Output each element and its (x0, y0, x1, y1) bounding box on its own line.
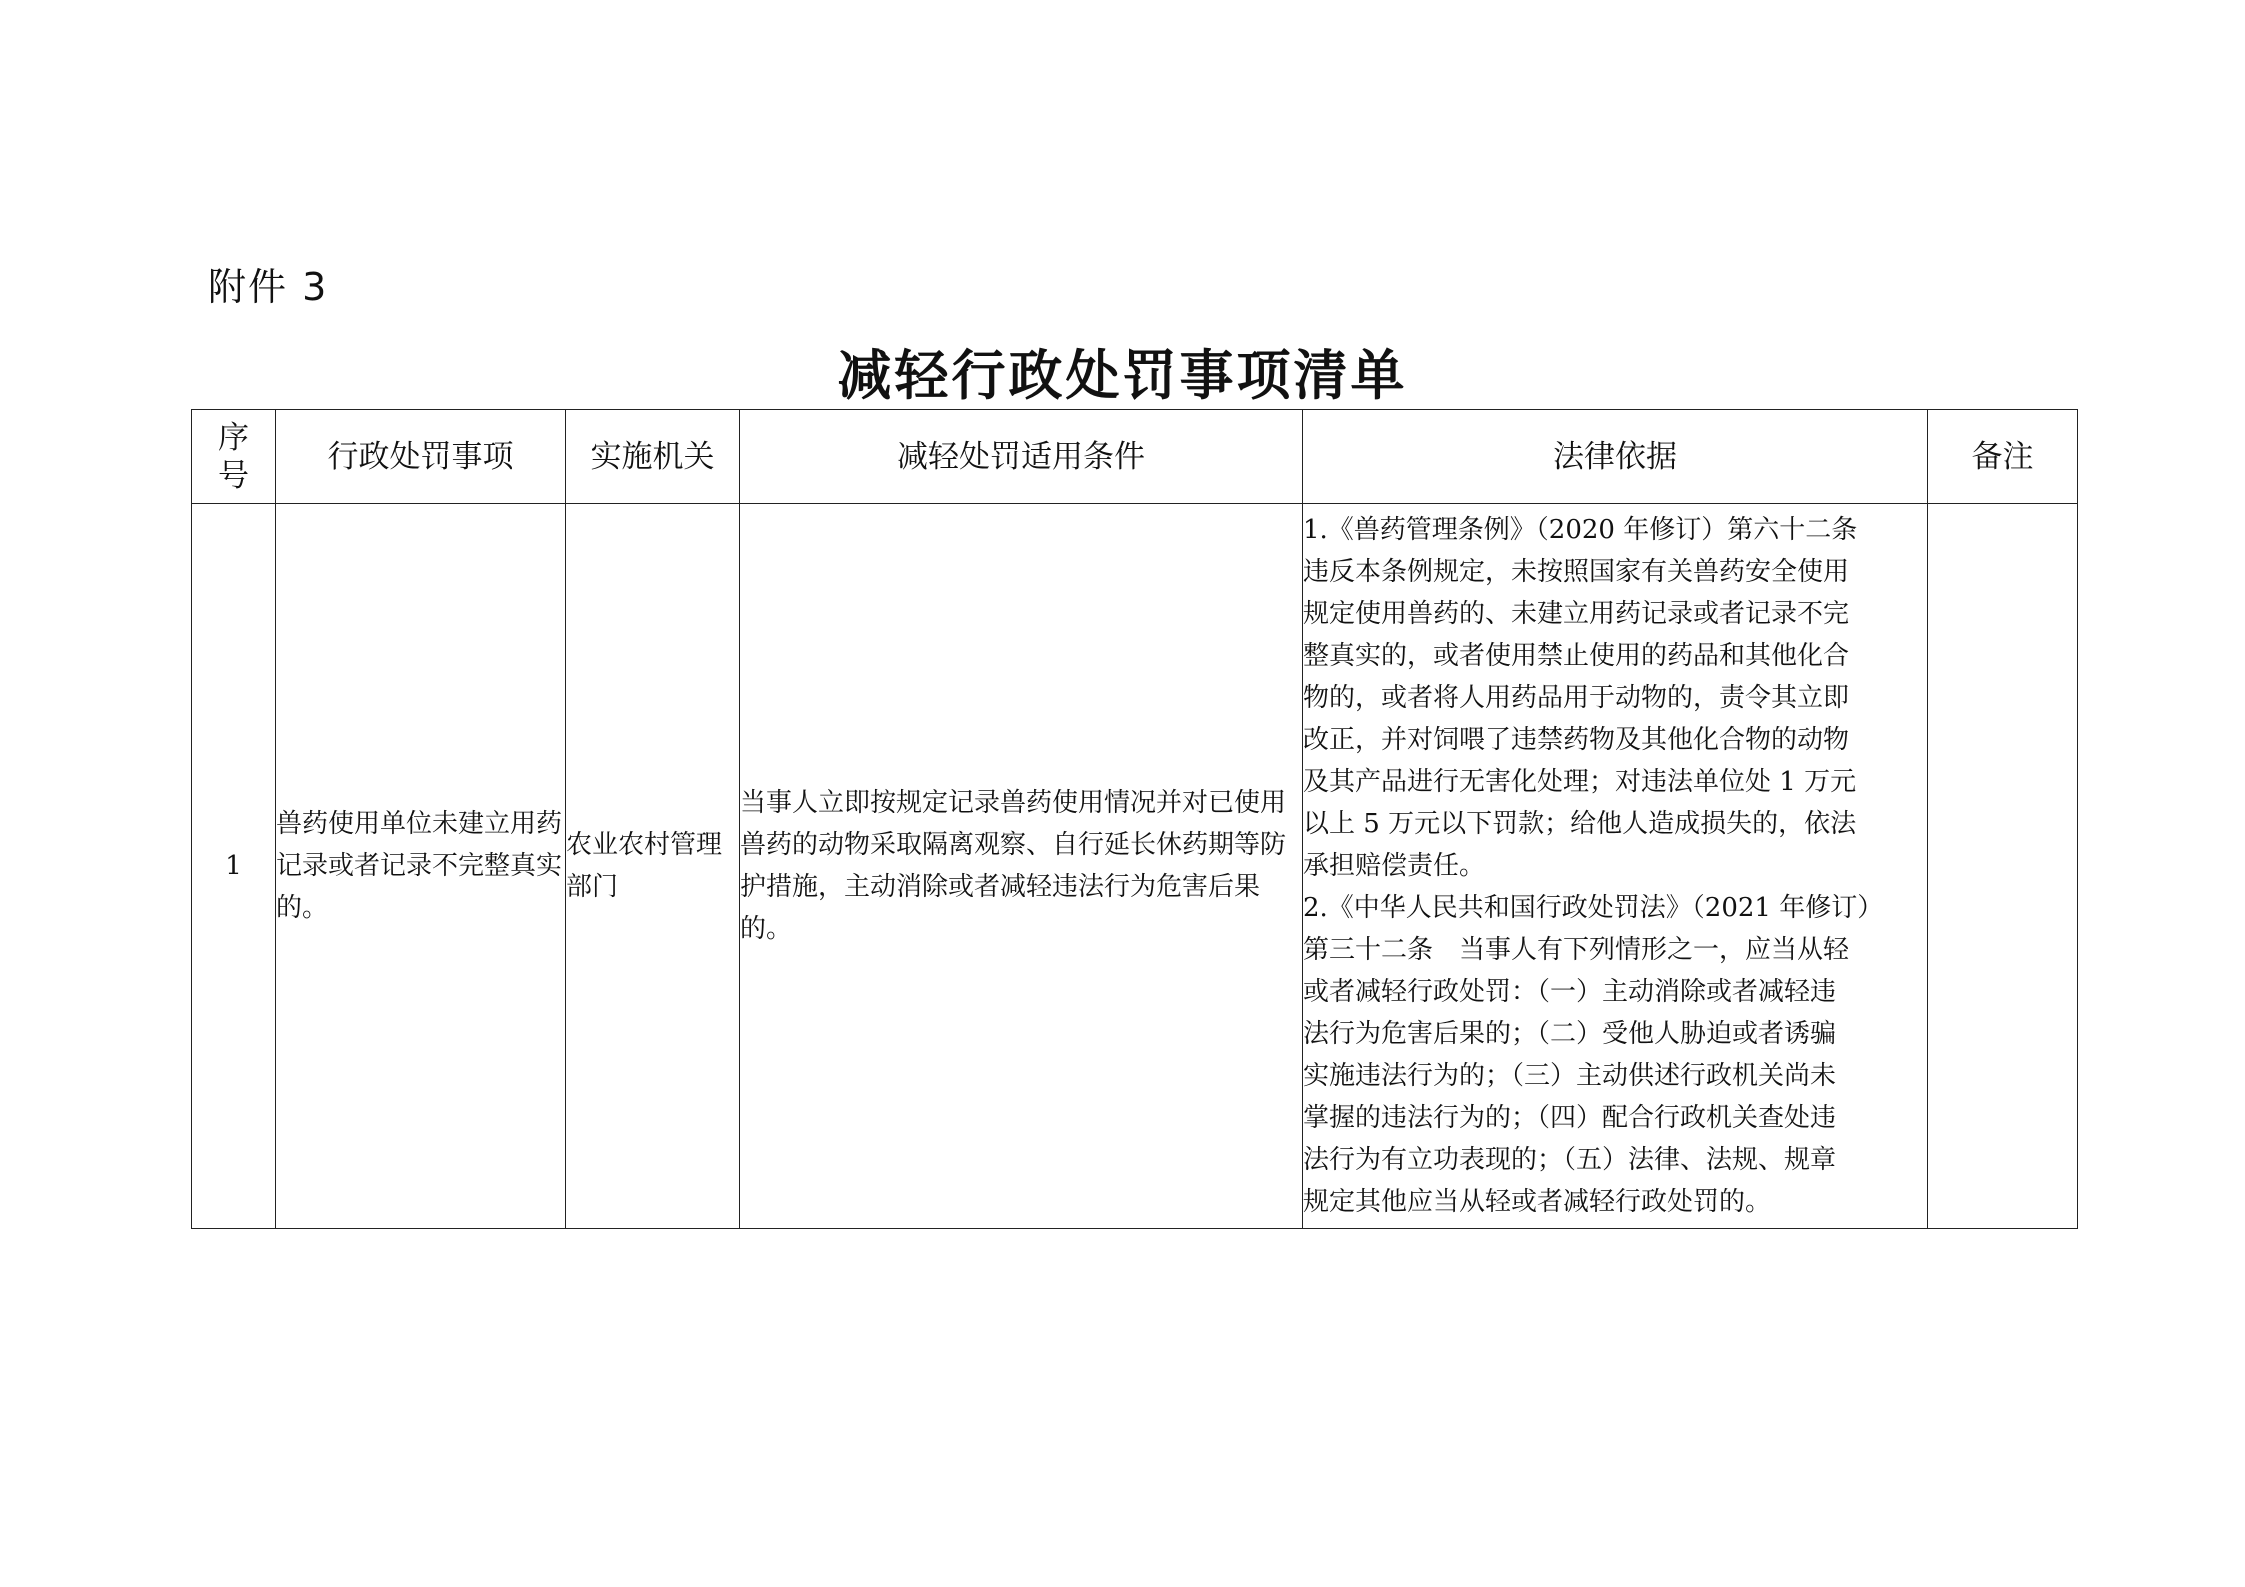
legal-basis-line: 2.《中华人民共和国行政处罚法》（2021 年修订） (1303, 893, 1884, 923)
header-penalty-item: 行政处罚事项 (276, 410, 566, 504)
document-title: 减轻行政处罚事项清单 (837, 343, 1408, 407)
table-header-row (192, 410, 2078, 504)
legal-basis-line: 整真实的，或者使用禁止使用的药品和其他化合 (1303, 641, 1850, 671)
header-conditions: 减轻处罚适用条件 (740, 410, 1303, 504)
legal-basis-line: 承担赔偿责任。 (1303, 851, 1486, 881)
legal-basis-line: 或者减轻行政处罚：（一）主动消除或者减轻违 (1303, 977, 1837, 1007)
legal-basis-line: 掌握的违法行为的；（四）配合行政机关查处违 (1303, 1103, 1837, 1133)
header-serial-line2: 号 (218, 457, 249, 494)
cell-remarks (1928, 504, 2078, 1229)
header-serial-line1: 序 (218, 419, 249, 456)
legal-basis-line: 1.《兽药管理条例》（2020 年修订）第六十二条 (1303, 515, 1858, 545)
legal-basis-line: 法行为有立功表现的；（五）法律、法规、规章 (1303, 1145, 1837, 1175)
legal-basis-line: 规定使用兽药的、未建立用药记录或者记录不完 (1303, 599, 1850, 629)
header-legal-basis: 法律依据 (1303, 410, 1928, 504)
legal-basis-line: 物的，或者将人用药品用于动物的，责令其立即 (1303, 683, 1850, 713)
penalty-items-table (191, 409, 2078, 1229)
cell-agency: 农业农村管理部门 (566, 504, 740, 1229)
table-row (192, 504, 2078, 1229)
legal-basis-line: 规定其他应当从轻或者减轻行政处罚的。 (1303, 1187, 1772, 1217)
cell-conditions: 当事人立即按规定记录兽药使用情况并对已使用兽药的动物采取隔离观察、自行延长休药期等防护措施，主动消除或者减轻违法行为危害后果的。 (740, 504, 1303, 1229)
legal-basis-line: 第三十二条 当事人有下列情形之一，应当从轻 (1303, 935, 1850, 965)
legal-basis-line: 法行为危害后果的；（二）受他人胁迫或者诱骗 (1303, 1019, 1837, 1049)
legal-basis-line: 实施违法行为的；（三）主动供述行政机关尚未 (1303, 1061, 1837, 1091)
cell-penalty-item: 兽药使用单位未建立用药记录或者记录不完整真实的。 (276, 504, 566, 1229)
legal-basis-line: 改正，并对饲喂了违禁药物及其他化合物的动物 (1303, 725, 1850, 755)
legal-basis-line: 及其产品进行无害化处理；对违法单位处 1 万元 (1303, 767, 1857, 797)
attachment-label: 附件 3 (208, 265, 329, 309)
header-serial-number (192, 410, 276, 504)
legal-basis-line: 以上 5 万元以下罚款；给他人造成损失的，依法 (1303, 809, 1857, 839)
cell-serial-number: 1 (192, 504, 276, 1229)
legal-basis-line: 违反本条例规定，未按照国家有关兽药安全使用 (1303, 557, 1850, 587)
cell-legal-basis (1303, 504, 1928, 1229)
header-remarks: 备注 (1928, 410, 2078, 504)
header-agency: 实施机关 (566, 410, 740, 504)
